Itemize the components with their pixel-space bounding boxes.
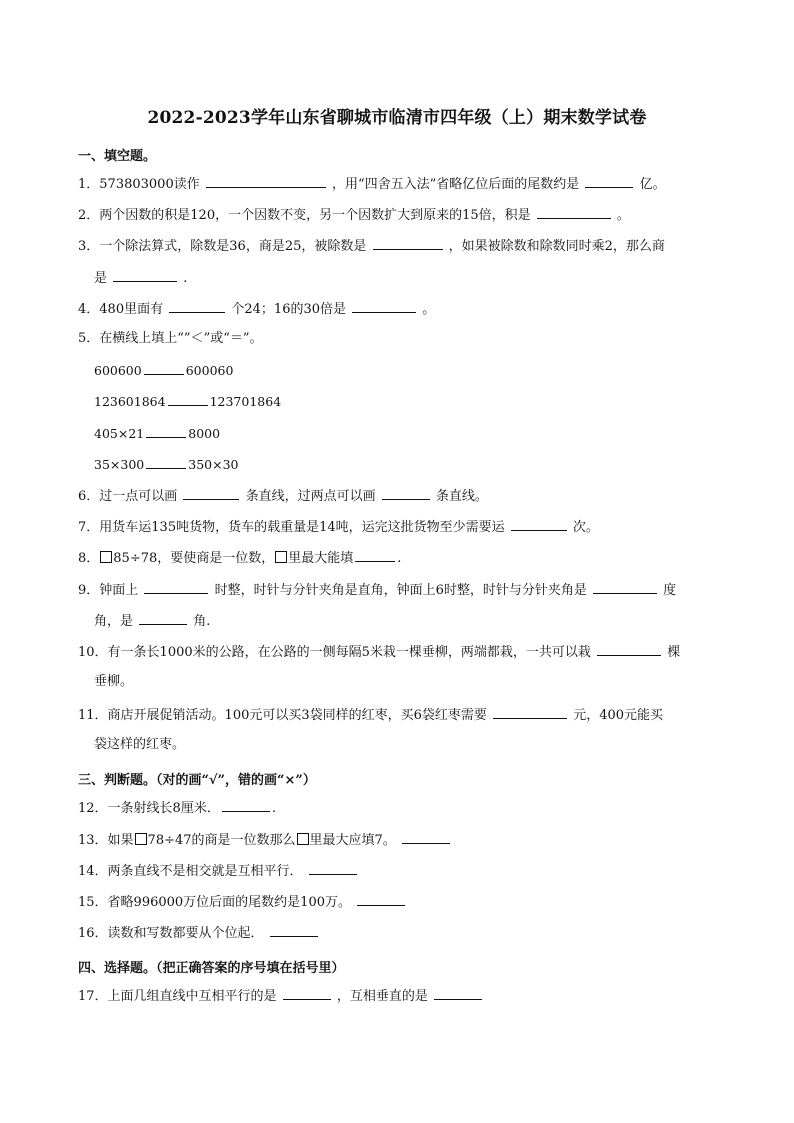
question-10 (78, 644, 680, 659)
q13-text-b: 78÷47的商是一位数那么 (147, 833, 296, 848)
q6-blank-1[interactable] (183, 488, 239, 500)
section-true-false: 三、判断题。（对的画“√”，错的画“×”） (78, 773, 316, 788)
section-multiple-choice: 四、选择题。（把正确答案的序号填在括号里） (78, 961, 345, 976)
section-fill-in: 一、填空题。 (78, 149, 157, 164)
question-16 (78, 925, 320, 940)
q1-text-b: ，用“四舍五入法”省略亿位后面的尾数约是 (332, 177, 580, 192)
compare-item (94, 426, 220, 441)
q8-box-1 (100, 551, 112, 563)
q9-text-d: 角，是 (94, 614, 134, 629)
q8-text-c: 里最大能填 (288, 551, 354, 566)
question-8 (78, 550, 401, 565)
q2-text-b: 。 (616, 208, 630, 223)
q10-text-a: 10．有一条长1000米的公路，在公路的一侧每隔5米栽一棵垂柳，两端都栽，一共可以栽 (78, 645, 591, 660)
question-14 (78, 863, 359, 878)
question-7 (78, 519, 599, 534)
q17-text-b: ，互相垂直的是 (336, 989, 428, 1004)
question-9-continued (94, 613, 210, 628)
q12-text-b: . (271, 801, 276, 816)
compare-blank[interactable] (146, 426, 186, 438)
q13-blank-1[interactable] (402, 832, 450, 844)
compare-item (94, 363, 233, 378)
q13-box-2 (297, 833, 309, 845)
q3-text-d: . (183, 271, 188, 286)
q7-blank-1[interactable] (511, 519, 567, 531)
question-11 (78, 707, 663, 722)
q8-text-a: 8． (78, 551, 100, 566)
q8-text-b: 85÷78，要使商是一位数， (113, 551, 275, 566)
compare-item (94, 394, 281, 409)
question-5: 5．在横线上填上“”＜”或“＝”。 (78, 331, 263, 346)
compare-right: 600060 (185, 363, 234, 378)
q4-blank-2[interactable] (352, 301, 416, 313)
q3-blank-1[interactable] (373, 238, 443, 250)
question-3-continued (94, 270, 187, 285)
q9-blank-3[interactable] (139, 613, 187, 625)
question-6 (78, 488, 488, 503)
q7-text-b: 次。 (572, 520, 599, 535)
q14-blank-1[interactable] (309, 863, 357, 875)
q14-text-a: 14．两条直线不是相交就是互相平行． (78, 864, 303, 879)
q1-text-c: 亿。 (639, 177, 666, 192)
compare-left: 123601864 (94, 394, 166, 409)
compare-blank[interactable] (144, 363, 184, 375)
q8-text-d: . (397, 551, 402, 566)
compare-left: 600600 (94, 363, 142, 378)
q13-text-a: 13．如果 (78, 833, 134, 848)
q13-text-c: 里最大应填7。 (309, 833, 396, 848)
q9-text-b: 时整，时针与分针夹角是直角，钟面上6时整，时针与分针夹角是 (214, 583, 587, 598)
question-10-continued: 垂柳。 (94, 674, 134, 689)
question-12 (78, 800, 276, 815)
q3-text-a: 3．一个除法算式，除数是36，商是25，被除数是 (78, 239, 367, 254)
compare-blank[interactable] (168, 394, 208, 406)
compare-blank[interactable] (146, 457, 186, 469)
q9-blank-2[interactable] (593, 582, 657, 594)
q9-text-e: 角. (193, 614, 211, 629)
compare-left: 35×300 (94, 457, 145, 472)
compare-right: 8000 (188, 426, 221, 441)
q1-text-a: 1．573803000读作 (78, 177, 200, 192)
q2-text-a: 2．两个因数的积是120，一个因数不变，另一个因数扩大到原来的15倍，积是 (78, 208, 531, 223)
compare-right: 123701864 (209, 394, 282, 409)
q13-box-1 (135, 833, 147, 845)
q12-blank-1[interactable] (222, 800, 270, 812)
q3-text-c: 是 (94, 271, 108, 286)
q17-blank-2[interactable] (434, 988, 482, 1000)
q17-blank-1[interactable] (283, 988, 331, 1000)
question-9 (78, 582, 676, 597)
q11-blank-1[interactable] (493, 707, 567, 719)
q15-blank-1[interactable] (357, 894, 405, 906)
q6-text-b: 条直线，过两点可以画 (245, 489, 376, 504)
q10-text-b: 棵 (667, 645, 681, 660)
compare-item (94, 457, 239, 472)
q6-text-c: 条直线。 (435, 489, 488, 504)
q9-blank-1[interactable] (144, 582, 208, 594)
q1-blank-1[interactable] (206, 176, 326, 188)
q15-text-a: 15．省略996000万位后面的尾数约是100万。 (78, 895, 351, 910)
q16-text-a: 16．读数和写数都要从个位起． (78, 926, 264, 941)
question-3 (78, 238, 665, 253)
q11-text-a: 11．商店开展促销活动。100元可以买3袋同样的红枣，买6袋红枣需要 (78, 708, 487, 723)
q17-text-a: 17．上面几组直线中互相平行的是 (78, 989, 277, 1004)
q1-blank-2[interactable] (585, 176, 633, 188)
q8-blank-1[interactable] (355, 550, 395, 562)
q4-blank-1[interactable] (169, 301, 225, 313)
q2-blank-1[interactable] (537, 207, 611, 219)
q6-blank-2[interactable] (382, 488, 430, 500)
q7-text-a: 7．用货车运135吨货物，货车的载重量是14吨，运完这批货物至少需要运 (78, 520, 505, 535)
question-1 (78, 176, 666, 191)
q16-blank-1[interactable] (270, 925, 318, 937)
compare-right: 350×30 (188, 457, 239, 472)
page-title: 2022-2023学年山东省聊城市临清市四年级（上）期末数学试卷 (147, 108, 647, 128)
q12-text-a: 12．一条射线长8厘米． (78, 801, 220, 816)
question-13 (78, 832, 452, 847)
q9-text-a: 9．钟面上 (78, 583, 139, 598)
q4-text-c: 。 (422, 302, 436, 317)
q10-blank-1[interactable] (597, 644, 661, 656)
q4-text-b: 个24；16的30倍是 (231, 302, 347, 317)
q6-text-a: 6．过一点可以画 (78, 489, 178, 504)
question-11-continued: 袋这样的红枣。 (94, 737, 186, 752)
compare-left: 405×21 (94, 426, 145, 441)
question-17 (78, 988, 484, 1003)
question-2 (78, 207, 630, 222)
q3-blank-2[interactable] (113, 270, 177, 282)
q3-text-b: ，如果被除数和除数同时乘2，那么商 (448, 239, 665, 254)
q9-text-c: 度 (663, 583, 677, 598)
question-15 (78, 894, 407, 909)
question-4 (78, 301, 435, 316)
q8-box-2 (275, 551, 287, 563)
q4-text-a: 4．480里面有 (78, 302, 164, 317)
q11-text-b: 元，400元能买 (573, 708, 664, 723)
